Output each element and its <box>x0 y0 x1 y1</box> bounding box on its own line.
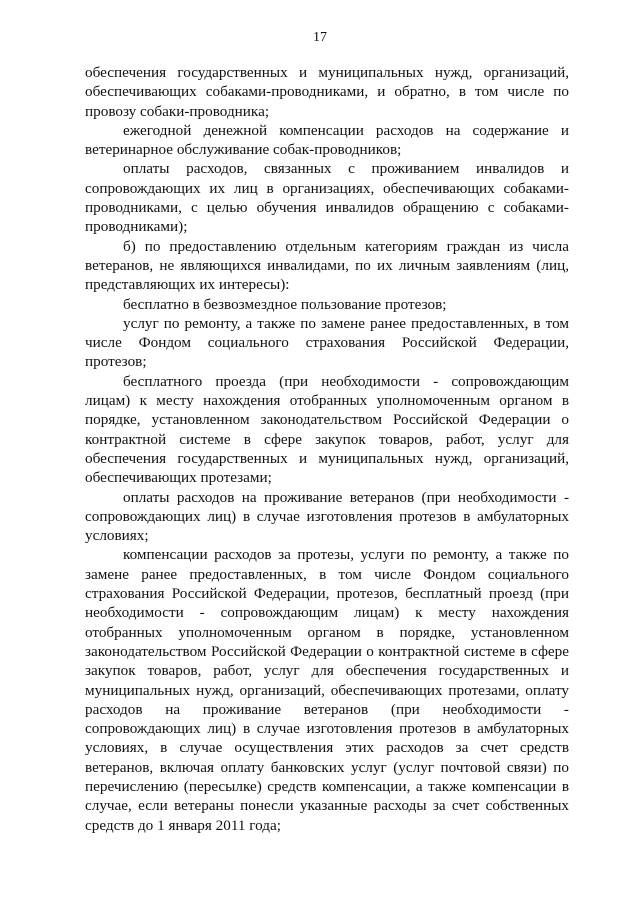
paragraph-expense-compensation: компенсации расходов за протезы, услуги по ремонту, а также по замене ранее предоставленных, в том числе Фондом социального страхования Российской Федерации, протезов, бесплатный проезд (при необходимости - сопровождающим лицам) к месту нахождения отобранных уполномоченным органом в порядке, установленном законодательством Российской Федерации о контрактной системе в сфере закупок товаров, работ, услуг для обеспечения государственных и муниципальных нужд, организаций, обеспечивающих протезами, оплату расходов на проживание ветеранов (при необходимости - сопровождающих лиц) в случае изготовления протезов в амбулаторных условиях, в случае осуществления этих расходов за счет средств ветеранов, включая оплату банковских услуг (услуг почтовой связи) по перечислению (пересылке) средств компенсации, а также компенсации в случае, если ветераны понесли указанные расходы за счет собственных средств до 1 января 2011 года; <box>85 546 569 834</box>
paragraph-annual-compensation: ежегодной денежной компенсации расходов на содержание и ветеринарное обслуживание собак-проводников; <box>85 121 569 159</box>
paragraph-free-travel: бесплатного проезда (при необходимости - сопровождающим лицам) к месту нахождения отобранных уполномоченным органом в порядке, установленном законодательством Российской Федерации о контрактной системе в сфере закупок товаров, работ, услуг для обеспечения государственных и муниципальных нужд, организаций, обеспечивающих протезами; <box>85 372 569 487</box>
paragraph-living-expenses: оплаты расходов на проживание ветеранов (при необходимости - сопровождающих лиц) в случае изготовления протезов в амбулаторных условиях; <box>85 488 569 545</box>
paragraph-accommodation-payment: оплаты расходов, связанных с проживанием инвалидов и сопровождающих их лиц в организациях, обеспечивающих собаками-проводниками, с целью обучения инвалидов обращению с собаками-проводниками); <box>85 160 569 236</box>
paragraph-free-prostheses: бесплатно в безвозмездное пользование протезов; <box>123 295 447 313</box>
document-body <box>85 63 569 835</box>
paragraph-repair-services: услуг по ремонту, а также по замене ранее предоставленных, в том числе Фондом социального страхования Российской Федерации, протезов; <box>85 314 569 371</box>
paragraph-veterans-provision: б) по предоставлению отдельным категориям граждан из числа ветеранов, не являющихся инвалидами, по их личным заявлениям (лиц, представляющих их интересы): <box>85 237 569 294</box>
page-number: 17 <box>313 30 327 45</box>
paragraph-continuation: обеспечения государственных и муниципальных нужд, организаций, обеспечивающих собаками-проводниками, и обратно, в том числе по провозу собаки-проводника; <box>85 64 569 120</box>
